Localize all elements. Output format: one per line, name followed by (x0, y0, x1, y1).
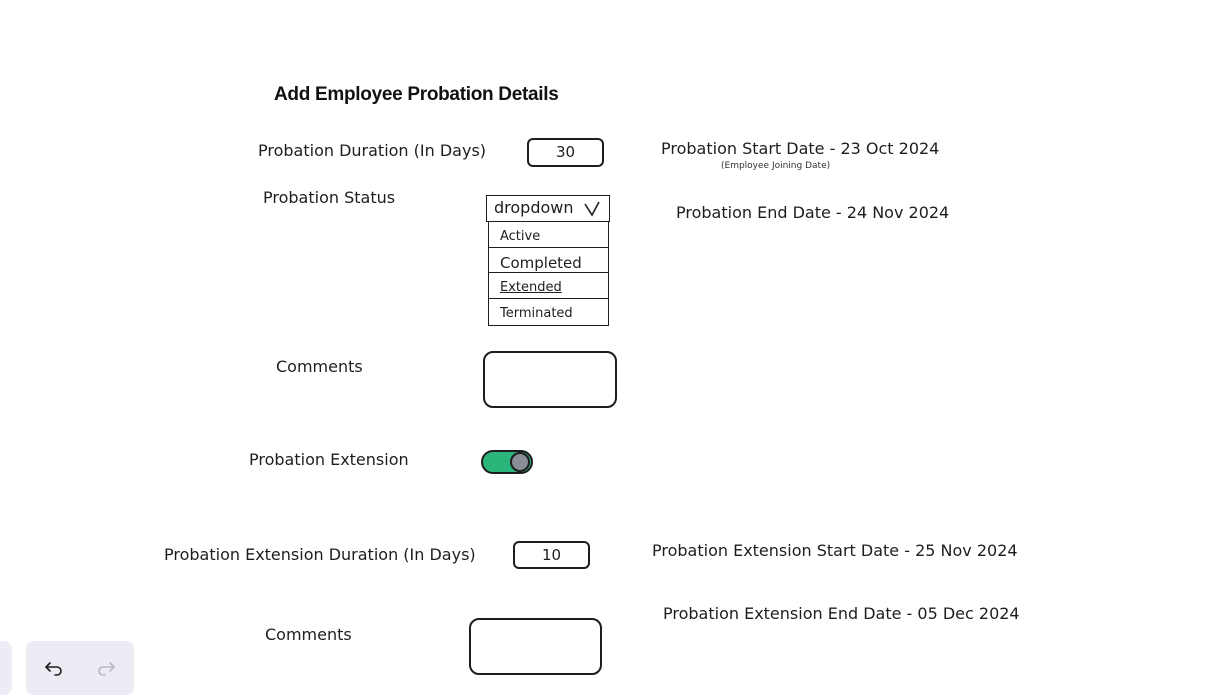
extension-duration-label: Probation Extension Duration (In Days) (164, 545, 476, 564)
dropdown-option-active[interactable]: Active (489, 222, 608, 248)
comments-textarea[interactable] (483, 351, 617, 408)
dropdown-option-extended[interactable]: Extended (489, 273, 608, 299)
extension-start-date-text: Probation Extension Start Date - 25 Nov 2024 (652, 541, 1018, 560)
comments-label: Comments (276, 357, 363, 376)
status-label: Probation Status (263, 188, 396, 207)
form-title: Add Employee Probation Details (274, 84, 559, 105)
dropdown-value: dropdown (494, 198, 574, 217)
undo-redo-toolbar (26, 641, 134, 695)
left-edge-panel (0, 641, 12, 695)
duration-label: Probation Duration (In Days) (258, 141, 487, 160)
redo-icon[interactable] (95, 657, 117, 679)
extension-duration-input[interactable]: 10 (513, 541, 590, 569)
duration-input[interactable]: 30 (527, 138, 604, 167)
extension-comments-textarea[interactable] (469, 618, 602, 675)
extension-end-date-text: Probation Extension End Date - 05 Dec 2024 (663, 604, 1020, 623)
status-dropdown[interactable] (486, 195, 610, 222)
status-dropdown-list (488, 221, 609, 326)
end-date-text: Probation End Date - 24 Nov 2024 (676, 203, 950, 222)
toggle-knob (510, 452, 530, 472)
dropdown-option-completed[interactable]: Completed (489, 248, 608, 274)
extension-label: Probation Extension (249, 450, 409, 469)
start-date-text: Probation Start Date - 23 Oct 2024 (661, 139, 940, 158)
extension-comments-label: Comments (265, 625, 352, 644)
undo-icon[interactable] (43, 657, 65, 679)
extension-toggle[interactable] (481, 450, 533, 474)
dropdown-option-terminated[interactable]: Terminated (500, 305, 573, 321)
start-date-note: (Employee Joining Date) (721, 161, 831, 171)
